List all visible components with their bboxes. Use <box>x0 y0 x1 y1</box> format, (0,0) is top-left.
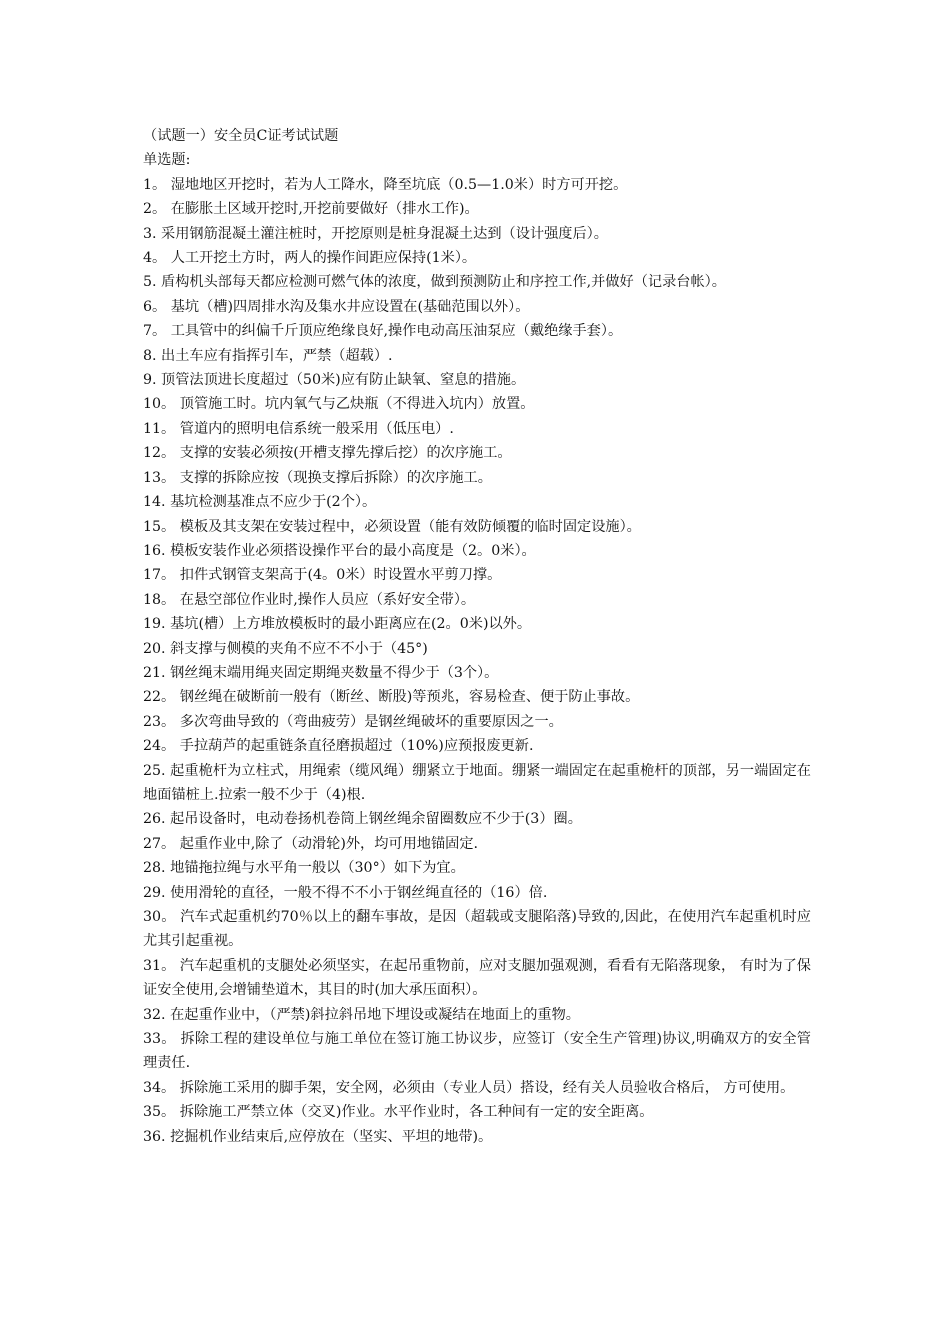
question-item: 33。 拆除工程的建设单位与施工单位在签订施工协议步，应签订（安全生产管理)协议,明确双方的安全管理责任. <box>143 1031 811 1072</box>
question-item: 32. 在起重作业中，（严禁)斜拉斜吊地下埋设或凝结在地面上的重物。 <box>143 1006 580 1023</box>
question-item: 28. 地锚拖拉绳与水平角一般以（30°）如下为宜。 <box>143 860 465 877</box>
question-item: 25. 起重桅杆为立柱式，用绳索（缆风绳）绷紧立于地面。绷紧一端固定在起重桅杆的顶部，另一端固定在地面锚桩上.拉索一般不少于（4)根. <box>143 762 811 803</box>
question-item: 27。 起重作业中,除了（动滑轮)外，均可用地锚固定. <box>143 835 479 852</box>
question-item: 12。 支撑的安装必须按(开槽支撑先撑后挖）的次序施工。 <box>143 445 512 462</box>
question-item: 17。 扣件式钢管支架高于(4。0米）时设置水平剪刀撑。 <box>143 567 502 584</box>
question-item: 19. 基坑(槽）上方堆放模板时的最小距离应在(2。0米)以外。 <box>143 616 532 633</box>
section-heading: 单选题: <box>143 152 191 169</box>
question-item: 36. 挖掘机作业结束后,应停放在（坚实、平坦的地带)。 <box>143 1128 493 1145</box>
question-item: 18。 在悬空部位作业时,操作人员应（系好安全带）。 <box>143 591 476 608</box>
question-item: 13。 支撑的拆除应按（现换支撑后拆除）的次序施工。 <box>143 469 492 486</box>
question-item: 22。 钢丝绳在破断前一般有（断丝、断股)等预兆，容易检查、便于防止事故。 <box>143 689 640 706</box>
question-item: 24。 手拉葫芦的起重链条直径磨损超过（10%)应预报废更新. <box>143 738 534 755</box>
question-item: 16. 模板安装作业必须搭设操作平台的最小高度是（2。0米）。 <box>143 542 536 559</box>
question-item: 23。 多次弯曲导致的（弯曲疲劳）是钢丝绳破坏的重要原因之一。 <box>143 713 563 730</box>
question-item: 14. 基坑检测基准点不应少于(2个）。 <box>143 494 377 511</box>
question-item: 5. 盾构机头部每天都应检测可燃气体的浓度，做到预测防止和序控工作,并做好（记录台帐）。 <box>143 274 726 291</box>
question-item: 3. 采用钢筋混凝土灌注桩时，开挖原则是桩身混凝土达到（设计强度后）。 <box>143 225 608 242</box>
question-item: 20. 斜支撑与侧模的夹角不应不不小于（45°) <box>143 640 428 657</box>
document-title: （试题一）安全员C证考试试题 <box>143 128 339 144</box>
question-item: 34。 拆除施工采用的脚手架，安全网，必须由（专业人员）搭设，经有关人员验收合格后， 方可使用。 <box>143 1079 795 1096</box>
question-item: 31。 汽车起重机的支腿处必须坚实，在起吊重物前，应对支腿加强观测，看看有无陷落现象， 有时为了保证安全使用,会增铺垫道木，其目的时(加大承压面积）。 <box>143 957 811 999</box>
question-item: 30。 汽车式起重机约70％以上的翻车事故，是因（超载或支腿陷落)导致的,因此，在使用汽车起重机时应尤其引起重视。 <box>143 909 811 950</box>
question-item: 2。 在膨胀土区域开挖时,开挖前要做好（排水工作)。 <box>143 201 479 218</box>
question-item: 1。 湿地地区开挖时，若为人工降水，降至坑底（0.5—1.0米）时方可开挖。 <box>143 176 628 193</box>
question-list <box>143 173 811 1149</box>
question-item: 6。 基坑（槽)四周排水沟及集水井应设置在(基础范围以外）。 <box>143 298 530 315</box>
question-item: 7。 工具管中的纠偏千斤顶应绝缘良好,操作电动高压油泵应（戴绝缘手套）。 <box>143 323 623 340</box>
question-item: 21. 钢丝绳末端用绳夹固定期绳夹数量不得少于（3个）。 <box>143 664 499 681</box>
question-item: 10。 顶管施工时。坑内氧气与乙炔瓶（不得进入坑内）放置。 <box>143 396 535 413</box>
question-item: 4。 人工开挖土方时，两人的操作间距应保持(1米）。 <box>143 250 477 267</box>
question-item: 11。 管道内的照明电信系统一般采用（低压电）. <box>143 420 454 437</box>
question-item: 15。 模板及其支架在安装过程中，必须设置（能有效防倾覆的临时固定设施）。 <box>143 518 641 535</box>
question-item: 29. 使用滑轮的直径，一般不得不不小于钢丝绳直径的（16）倍. <box>143 884 548 901</box>
question-item: 35。 拆除施工严禁立体（交叉)作业。水平作业时，各工种间有一定的安全距离。 <box>143 1104 654 1121</box>
document-page <box>143 124 811 1149</box>
question-item: 26. 起吊设备时，电动卷扬机卷筒上钢丝绳余留圈数应不少于(3）圈。 <box>143 811 582 828</box>
question-item: 9. 顶管法顶进长度超过（50米)应有防止缺氧、窒息的措施。 <box>143 372 526 389</box>
question-item: 8. 出土车应有指挥引车，严禁（超载）. <box>143 347 393 364</box>
